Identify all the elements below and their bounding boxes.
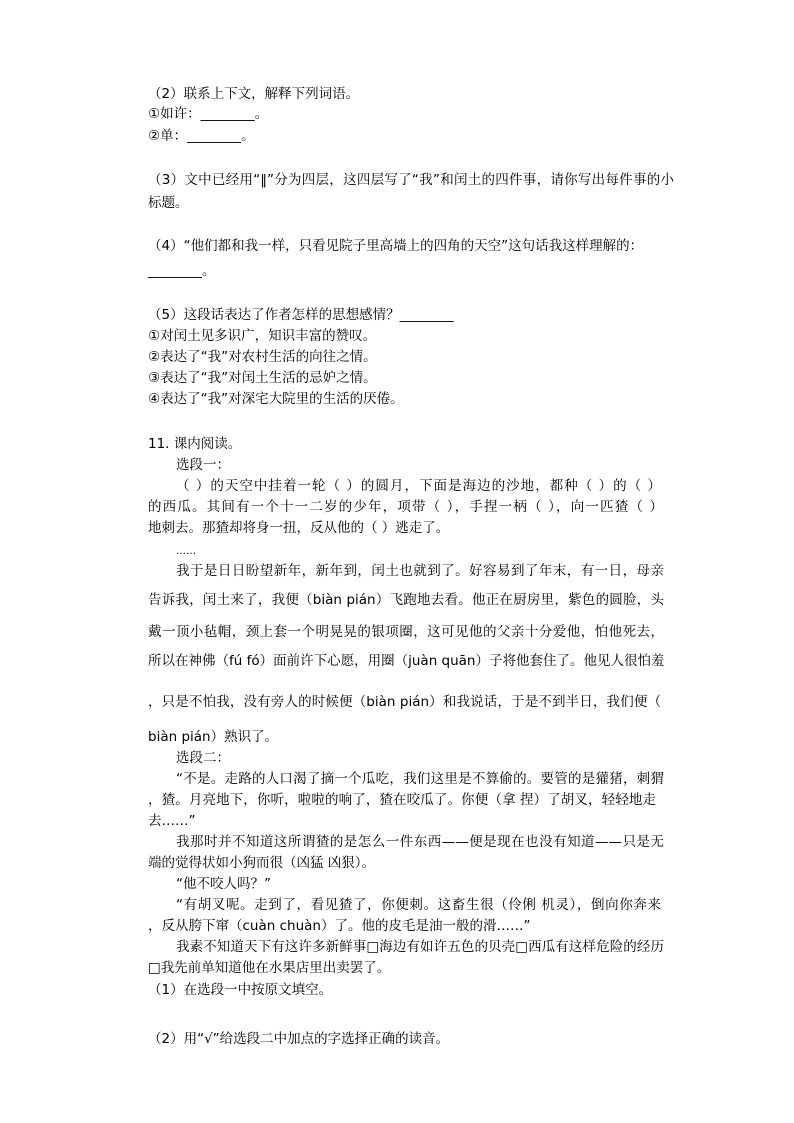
section2-line: ，猹。月亮地下，你听，啦啦的响了，猹在咬瓜了。你便（拿 捏）了胡叉，轻轻地走	[148, 792, 656, 808]
ellipsis: ……	[176, 546, 196, 557]
section1-para-line: 所以在神佛（fú fó）面前许下心愿，用圈（juàn quān）子将他套住了。他见人很怕羞	[148, 653, 665, 669]
section1-line: 的西瓜。其间有一个十一二岁的少年，项带（ ），手捏一柄（ ），向一匹猹（ ）	[148, 499, 663, 515]
q10-part2-item1: ①如许：________。	[148, 106, 269, 122]
section1-para-line: 我于是日日盼望新年，新年到，闰土也就到了。好容易到了年末，有一日，母亲	[176, 563, 664, 579]
q10-part4-line1: （4）“他们都和我一样，只看见院子里高墙上的四角的天空”这句话我这样理解的：	[148, 238, 644, 254]
q10-part5-prompt: （5）这段话表达了作者怎样的思想感情？________	[148, 307, 454, 323]
section1-para-line: 告诉我，闰土来了，我便（biàn pián）飞跑地去看。他正在厨房里，紫色的圆脸，头	[148, 592, 664, 608]
section1-label: 选段一：	[176, 457, 230, 473]
section2-line: 我素不知道天下有这许多新鲜事□海边有如许五色的贝壳□西瓜有这样危险的经历	[176, 939, 664, 955]
q10-part5-option: ①对闰土见多识广，知识丰富的赞叹。	[148, 328, 377, 344]
q11-title: 11. 课内阅读。	[148, 436, 242, 452]
section2-line: “他不咬人吗？”	[176, 876, 271, 892]
section1-para-line: 戴一顶小毡帽，颈上套一个明晃晃的银项圈，这可见他的父亲十分爱他，怕他死去，	[148, 624, 664, 640]
section2-line: 我那时并不知道这所谓猹的是怎么一件东西——便是现在也没有知道——只是无	[176, 834, 664, 850]
q11-sub2: （2）用“√”给选段二中加点的字选择正确的读音。	[148, 1031, 450, 1047]
section2-line: ，反从胯下窜（cuàn chuàn）了。他的皮毛是油一般的滑……”	[148, 918, 531, 934]
section2-line: 端的觉得状如小狗而很（凶猛 凶狠）。	[148, 855, 376, 871]
section1-para-line: ，只是不怕我，没有旁人的时候便（biàn pián）和我说话，于是不到半日，我们便（	[148, 694, 661, 710]
section2-line: “有胡叉呢。走到了，看见猹了，你便刺。这畜生很（伶俐 机灵），倒向你奔来	[176, 897, 661, 913]
q10-part2-item2: ②单：________。	[148, 128, 255, 144]
q10-part5-option: ④表达了“我”对深宅大院里的生活的厌倦。	[148, 391, 404, 407]
section1-para-line: biàn pián）熟识了。	[148, 729, 279, 745]
q10-part3-line2: 标题。	[148, 195, 189, 211]
q10-part5-option: ②表达了“我”对农村生活的向往之情。	[148, 349, 377, 365]
section2-line: “不是。走路的人口渴了摘一个瓜吃，我们这里是不算偷的。要管的是獾猪，刺猬	[176, 771, 664, 787]
section1-line: 地刺去。那猹却将身一扭，反从他的（ ）逃走了。	[148, 520, 450, 536]
q10-part3-line1: （3）文中已经用“‖”分为四层，这四层写了“我”和闰土的四件事，请你写出每件事的小	[148, 172, 674, 188]
section2-line: 去……”	[148, 813, 196, 829]
q11-sub1: （1）在选段一中按原文填空。	[148, 982, 333, 998]
section2-label: 选段二：	[176, 750, 230, 766]
q10-part4-line2: ________。	[148, 263, 216, 279]
q10-part5-option: ③表达了“我”对闰土生活的忌妒之情。	[148, 370, 377, 386]
q10-part2-prompt: （2）联系上下文，解释下列词语。	[148, 86, 360, 102]
section2-line: □我先前单知道他在水果店里出卖罢了。	[148, 960, 391, 976]
section1-line: （ ）的天空中挂着一轮（ ）的圆月，下面是海边的沙地，都种（ ）的（ ）	[176, 478, 661, 494]
